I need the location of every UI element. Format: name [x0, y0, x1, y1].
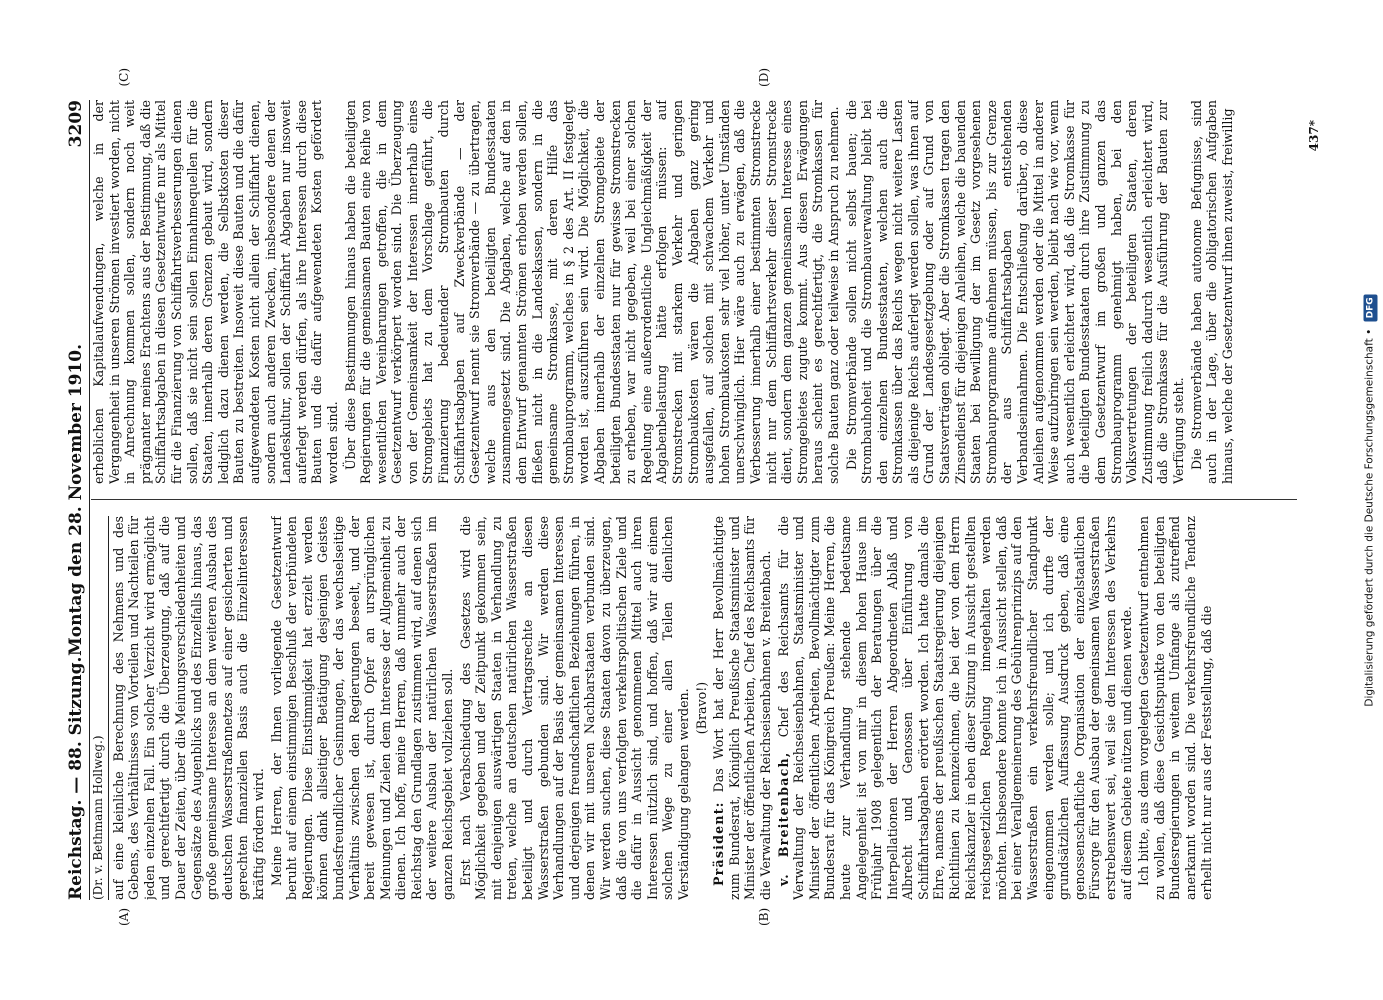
header-page-number: 3209	[65, 100, 86, 148]
text-columns	[91, 100, 1297, 900]
paragraph: Die Stromverbände haben autonome Befugnisse, sind auch in der Lage, über die obligatorischen Aufgaben hinaus, welche der Gesetzentwurf ihnen zuweist, freiwillig	[1188, 100, 1235, 484]
president-paragraph	[711, 516, 773, 900]
margin-marker-d: (D)	[756, 68, 771, 87]
margin-marker-a: (A)	[116, 907, 131, 926]
applause-note: (Bravo!)	[693, 681, 709, 735]
rotated-page	[57, 60, 1327, 940]
credit-line	[1363, 131, 1378, 871]
column-divider	[91, 499, 1297, 500]
header-date: Montag den 28. November 1910.	[65, 343, 86, 657]
document-page	[57, 60, 1327, 940]
dfg-logo: DFG	[1364, 294, 1378, 321]
speaker-continuation: (Dr. v. Bethmann Hollweg.)	[91, 516, 109, 900]
paragraph: Die Stromverbände sollen nicht selbst bauen; die Strombauhoheit und die Strombauverwaltung bleibt bei den einzelnen Bundesstaaten, welchen auch die Stromkassen über das Reichs wegen nicht weitere Lasten als diejenige Reichs auferlegt werden sollen, was ihnen auf Grund der Landesgesetzgebung oder auf Grund von Staatsverträgen obliegt. Aber die Stromkassen tragen den Zinsendienst für diejenigen Anleihen, welche die bauenden Staaten bei Bewilligung der im Gesetz vorgesehenen Strombauprogramme aufnehmen müssen, bis zur Grenze der aus Schiffahrtsabgaben entstehenden Verbandseinnahmen. Die Entschließung darüber, ob diese Anleihen aufgenommen werden oder die Mittel in anderer Weise aufzubringen sein werden, bleibt nach wie vor, wenn auch wesentlich erleichtert wird, daß die Stromkasse für die beteiligten Bundesstaaten durch ihre Zustimmung zu dem Gesetzentwurf im großen und ganzen das Strombauprogramm genehmigt haben, bei den Volksvertretungen der beteiligten Staaten, deren Zustimmung freilich dadurch wesentlich erleichtert wird, daß die Stromkasse für die Ausführung der Bauten zur Verfügung steht.	[843, 100, 1186, 484]
president-text: Das Wort hat der Herr Bevollmächtigte zum Bundesrat, Königlich Preußische Staatsminister und Minister der öffentlichen Arbeiten, Chef des Reichsamts für die Verwaltung der Reichseisenbahnen v. Breitenbach.	[710, 516, 773, 900]
margin-marker-c: (C)	[116, 68, 131, 87]
paragraph: Ich bitte, aus dem vorgelegten Gesetzentwurf entnehmen zu wollen, daß diese Gesichtspunkte von den beteiligten Bundesregierungen in weitem Umfange als zutreffend anerkannt worden sind. Die verkehrsfreundliche Tendenz erhellt nicht nur aus der Feststellung, daß die	[1135, 516, 1214, 900]
paragraph: auf eine kleinliche Berechnung des Nehmens und des Gebens, des Verhältnisses von Vorteilen und Nachteilen für jeden einzelnen Fall. Ein solcher Verzicht wird ermöglicht und gerechtfertigt durch die Überzeugung, daß auf die Dauer der Zeiten, über die Meinungsverschiedenheiten und Gegensätze des Augenblicks und des Einzelfalls hinaus, das große gemeinsame Interesse an dem weiteren Ausbau des deutschen Wasserstraßennetzes auf einer gesicherten und gerechten finanziellen Basis auch die Einzelinteressen kräftig fördern wird.	[110, 516, 266, 900]
paragraph: erheblichen Kapitalaufwendungen, welche in der Vergangenheit in unseren Strömen investiert worden, nicht in Anrechnung kommen sollen, sondern noch weit prägnanter meines Erachtens aus der Bestimmung, daß die Schiffahrtsabgaben in diesen Gesetzentwurfe nur als Mittel für die Finanzierung von Schiffahrtsverbesserungen dienen sollen, daß sie nicht sein sollen Einnahmequellen für die Staaten, innerhalb deren Grenzen gebaut wird, sondern lediglich dazu dienen werden, die Selbstkosten dieser Bauten zu bestreiten. Insoweit diese Bauten und die dafür aufgewendeten Kosten nicht allein der Schiffahrt dienen, sondern auch anderen Zwecken, insbesondere denen der Landeskultur, sollen der Schiffahrt Abgaben nur insoweit auferlegt werden dürfen, als ihre Interessen durch diese Bauten und die dafür aufgewendeten Kosten gefördert worden sind.	[90, 100, 340, 484]
speaker-paragraph	[775, 516, 1134, 900]
header-session: Reichstag. — 88. Sitzung.	[65, 656, 86, 900]
paragraph: Über diese Bestimmungen hinaus haben die beteiligten Regierungen für die gemeinsamen Bauten eine Reihe von wesentlichen Vereinbarungen getroffen, die in dem Gesetzentwurf verkörpert worden sind. Die Überzeugung von der Gemeinsamkeit der Interessen innerhalb eines Stromgebiets hat zu dem Vorschlage geführt, die Finanzierung bedeutender Strombauten durch Schiffahrtsabgaben auf Zweckverbände — der Gesetzentwurf nennt sie Stromverbände — zu übertragen, welche aus den beteiligten Bundesstaaten zusammengesetzt sind. Die Abgaben, welche auf den in dem Entwurf genannten Strömen erhoben werden sollen, fließen nicht in die Landeskassen, sondern in die gemeinsame Stromkasse, mit deren Hilfe das Strombauprogramm, welches in § 2 des Art. II festgelegt worden ist, auszuführen sein wird. Die Möglichkeit, die Abgaben innerhalb der einzelnen Stromgebiete der beteiligten Bundesstaaten nur für gewisse Stromstrecken zu erheben, war nicht gegeben, weil bei einer solchen Regelung eine außerordentliche Ungleichmäßigkeit der Abgabenbelastung hätte erfolgen müssen: auf Stromstrecken mit starkem Verkehr und geringen Strombaukosten wären die Abgaben ganz gering ausgefallen, auf solchen mit schwachem Verkehr und hohen Strombaukosten sehr viel höher, unter Umständen unerschwinglich. Hier wäre auch zu erwägen, daß die Verbesserung innerhalb einer bestimmten Stromstrecke nicht nur dem Schiffahrtsverkehr dieser Stromstrecke dient, sondern dem ganzen gemeinsamen Interesse eines Stromgebietes zugute kommt. Aus diesen Erwägungen heraus scheint es gerechtfertigt, die Stromkassen für solche Bauten ganz oder teilweise in Anspruch zu nehmen.	[342, 100, 841, 484]
left-column	[91, 516, 1297, 900]
credit-text: Digitalisierung gefördert durch die Deutsche Forschungsgemeinschaft •	[1363, 328, 1376, 707]
speaker-text: Chef des Reichsamts für die Verwaltung der Reichseisenbahnen, Staatsminister und Minister der öffentlichen Arbeiten, Bevollmächtigter zum Bundesrat für das Königreich Preußen: Meine Herren, die heute zur Verhandlung stehende bedeutsame Angelegenheit ist von mir in diesem hohen Hause im Frühjahr 1908 gelegentlich der Beratungen über die Interpellationen der Herren Abgeordneten Ablaß und Albrecht und Genossen über Einführung von Schiffahrtsabgaben erörtert worden. Ich hatte damals die Ehre, namens der preußischen Staatsregierung diejenigen Richtlinien zu kennzeichnen, die bei der von dem Herrn Reichskanzler in eben dieser Sitzung in Aussicht gestellten reichsgesetzlichen Regelung innegehalten werden möchten. Insbesondere konnte ich in Aussicht stellen, daß bei einer Verallgemeinerung des Gebührenprinzips auf den Wasserstraßen ein verkehrsfreundlicher Standpunkt eingenommen werden solle; und ich durfte der grundsätzlichen Auffassung Ausdruck geben, daß eine genossenschaftliche Organisation der einzelstaatlichen Fürsorge für den Ausbau der gemeinsamen Wasserstraßen erstrebenswert sei, weil sie den Interessen des Verkehrs auf diesem Gebiete nützen und dienen werde.	[775, 516, 1134, 900]
speaker-label: v. Breitenbach,	[775, 751, 791, 886]
digitization-credit	[1361, 0, 1379, 1000]
paragraph: Meine Herren, der Ihnen vorliegende Gesetzentwurf beruht auf einem einstimmigen Beschluß der verbündeten Regierungen. Diese Einstimmigkeit hat erzielt werden können dank allseitiger Betätigung desjenigen Geistes bundesfreundlicher Gesinnungen, der das wechselseitige Verhältnis zwischen den Regierungen beseelt, und der bereit gewesen ist, durch Opfer an ursprünglichen Meinungen und Zielen dem Interesse der Allgemeinheit zu dienen. Ich hoffe, meine Herren, daß nunmehr auch der Reichstag den Grundlagen zustimmen wird, auf denen sich der weitere Ausbau der natürlichen Wasserstraßen im ganzen Reichsgebiet vollziehen soll.	[268, 516, 455, 900]
margin-marker-b: (B)	[756, 907, 771, 926]
page-signature: 437*	[1306, 120, 1321, 152]
right-column	[91, 100, 1297, 484]
running-header	[63, 100, 90, 900]
paragraph: Erst nach Verabschiedung des Gesetzes wird die Möglichkeit gegeben und der Zeitpunkt gekommen sein, mit denjenigen auswärtigen Staaten in Verhandlung zu treten, welche an deutschen natürlichen Wasserstraßen beteiligt und durch Vertragsrechte an diesen Wasserstraßen gebunden sind. Wir werden diese Verhandlungen auf der Basis der gemeinsamen Interessen und derjenigen freundschaftlichen Beziehungen führen, in denen wir mit unseren Nachbarstaaten verbunden sind. Wir werden suchen, diese Staaten davon zu überzeugen, daß die von uns verfolgten verkehrspolitischen Ziele und die dafür in Aussicht genommenen Mittel auch ihren Interessen nützlich sind, und hoffen, daß wir auf einem solchen Wege zu einer allen Teilen dienlichen Verständigung gelangen werden.	[457, 516, 691, 900]
president-label: Präsident:	[710, 801, 726, 886]
